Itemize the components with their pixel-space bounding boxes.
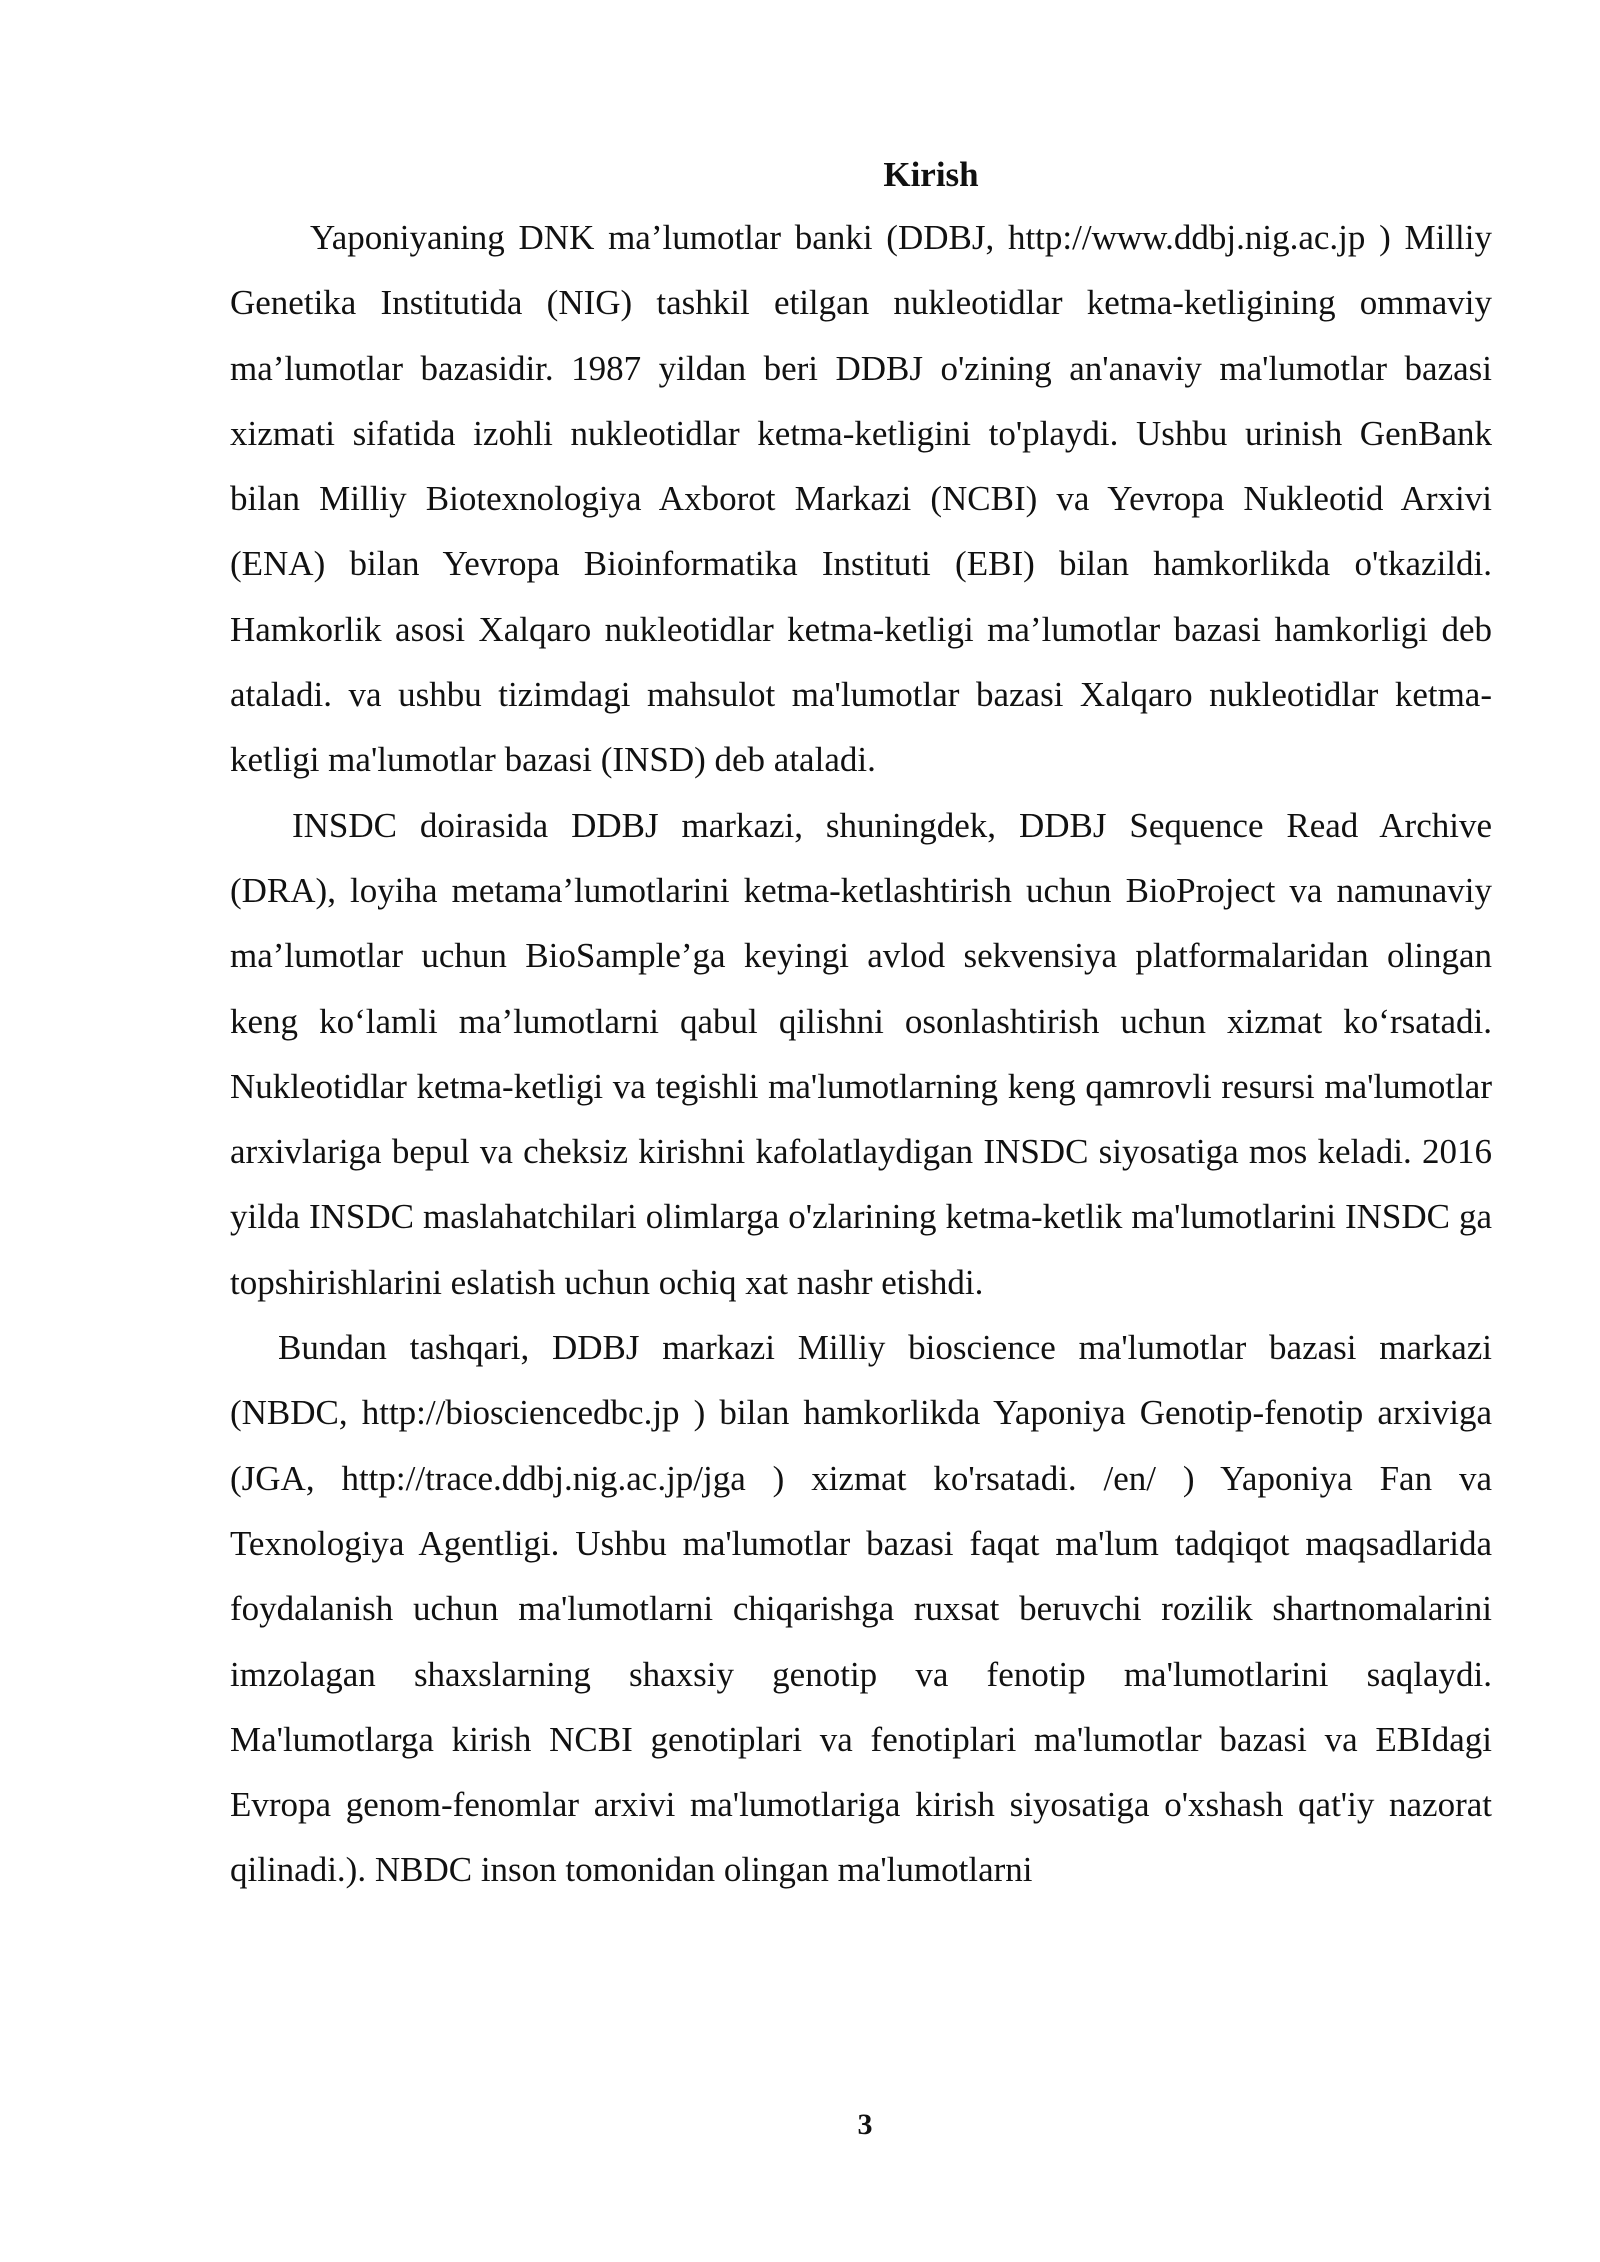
paragraph-insdc-services: INSDC doirasida DDBJ markazi, shuningdek, DDBJ Sequence Read Archive (DRA), loyiha metama’lumotlarini ketma-ketlashtirish uchun BioProject va namunaviy ma’lumotlar uchun BioSample’ga keyingi avlod sekvensiya platformalaridan olingan keng ko‘lamli ma’lumotlarni qabul qilishni osonlashtirish uchun xizmat ko‘rsatadi. Nukleotidlar ketma-ketligi va tegishli ma'lumotlarning keng qamrovli resursi ma'lumotlar arxivlariga bepul va cheksiz kirishni kafolatlaydigan INSDC siyosatiga mos keladi. 2016 yilda INSDC maslahatchilari olimlarga o'zlarining ketma-ketlik ma'lumotlarini INSDC ga topshirishlarini eslatish uchun ochiq xat nashr etishdi. xyxy=(230,805,1492,1302)
page-title: Kirish xyxy=(883,155,979,194)
page-number: 3 xyxy=(857,2108,873,2141)
paragraph-jga-archive: Bundan tashqari, DDBJ markazi Milliy bioscience ma'lumotlar bazasi markazi (NBDC, http://biosciencedbc.jp ) bilan hamkorlikda Yaponiya Genotip-fenotip arxiviga (JGA, http://trace.ddbj.nig.ac.jp/jga ) xizmat ko'rsatadi. /en/ ) Yaponiya Fan va Texnologiya Agentligi. Ushbu ma'lumotlar bazasi faqat ma'lum tadqiqot maqsadlarida foydalanish uchun ma'lumotlarni chiqarishga ruxsat beruvchi rozilik shartnomalarini imzolagan shaxslarning shaxsiy genotip va fenotip ma'lumotlarini saqlaydi. Ma'lumotlarga kirish NCBI genotiplari va fenotiplari ma'lumotlar bazasi va EBIdagi Evropa genom-fenomlar arxivi ma'lumotlariga kirish siyosatiga o'xshash qat'iy nazorat qilinadi.). NBDC inson tomonidan olingan ma'lumotlarni xyxy=(230,1328,1492,1890)
page-body xyxy=(230,150,1492,1903)
paragraph-ddbj-intro: Yaponiyaning DNK ma’lumotlar banki (DDBJ, http://www.ddbj.nig.ac.jp ) Milliy Genetika Institutida (NIG) tashkil etilgan nukleotidlar ketma-ketligining ommaviy ma’lumotlar bazasidir. 1987 yildan beri DDBJ o'zining an'anaviy ma'lumotlar bazasi xizmati sifatida izohli nukleotidlar ketma-ketligini to'playdi. Ushbu urinish GenBank bilan Milliy Biotexnologiya Axborot Markazi (NCBI) va Yevropa Nukleotid Arxivi (ENA) bilan Yevropa Bioinformatika Instituti (EBI) bilan hamkorlikda o'tkazildi. Hamkorlik asosi Xalqaro nukleotidlar ketma-ketligi ma’lumotlar bazasi hamkorligi deb ataladi. va ushbu tizimdagi mahsulot ma'lumotlar bazasi Xalqaro nukleotidlar ketma-ketligi ma'lumotlar bazasi (INSD) deb ataladi. xyxy=(230,218,1492,780)
